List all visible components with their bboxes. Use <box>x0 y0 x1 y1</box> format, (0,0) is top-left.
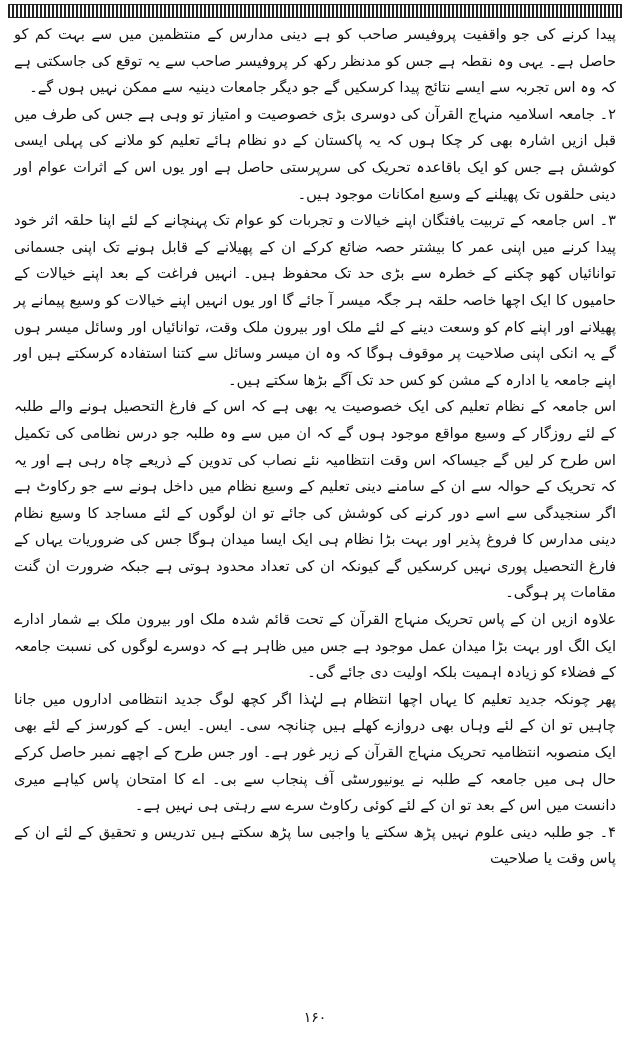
paragraph-7: ۴۔ جو طلبہ دینی علوم نہیں پڑھ سکتے یا واجبی سا پڑھ سکتے ہیں تدریس و تحقیق کے لئے ان کے پاس وقت یا صلاحیت <box>14 823 616 868</box>
decorative-top-border <box>8 4 622 18</box>
body-text <box>14 22 616 873</box>
paragraph-1: پیدا کرنے کی جو واقفیت پروفیسر صاحب کو ہے دینی مدارس کے منتظمین میں سے بہت کم کو حاصل ہے۔ یہی وہ نقطہ ہے جس کو مدنظر رکھ کر پروفیسر صاحب سے یہ توقع کی جاسکتی ہے کہ وہ اس تجربہ سے ایسے نتائج پیدا کرسکیں گے جو دیگر جامعات دینیہ سے ممکن نہیں ہوں گے۔ <box>14 26 616 97</box>
page-number: ۱۶۰ <box>303 1010 327 1026</box>
paragraph-4: اس جامعہ کے نظام تعلیم کی ایک خصوصیت یہ بھی ہے کہ اس کے فارغ التحصیل ہونے والے طلبہ کے لئے روزگار کے وسیع مواقع موجود ہوں گے کہ ان میں سے وہ طلبہ جو درس نظامی کی تکمیل اس طرح کر لیں گے جیساکہ اس وقت انتظامیہ نئے نصاب کی تدوین کے ذریعے چاہ رہی ہے اور یہ کہ تحریک کے حوالہ سے ان کے سامنے دینی تعلیم کے وسیع نظام میں داخل ہونے سے جو رکاوٹ ہے اگر سنجیدگی سے اسے دور کرنے کی کوشش کی جائے تو ان لوگوں کے لئے مساجد کا وسیع نظام دینی مدارس کا فروغ پذیر اور بہت بڑا نظام ہی ایک ایسا میدان ہوگا جس کی ضروریات یہاں کے فارغ التحصیل پوری نہیں کرسکیں گے کیونکہ ان کی تعداد محدود ہوتی ہے جبکہ ضرورت ان گنت مقامات پر ہوگی۔ <box>14 398 616 602</box>
paragraph-3: ۳۔ اس جامعہ کے تربیت یافتگان اپنے خیالات و تجربات کو عوام تک پہنچانے کے لئے اپنا حلقہ اثر خود پیدا کرنے میں اپنی عمر کا بیشتر حصہ ضائع کرکے ان کے پھیلانے کے قابل ہونے تک اپنی جسمانی توانائیاں کھو چکنے کے خطرہ سے بڑی حد تک محفوظ ہیں۔ انہیں فراغت کے بعد اپنے خیالات کے حامیوں کا ایک اچھا خاصہ حلقہ ہر جگہ میسر آ جائے گا اور یوں انہیں اپنے خیالات کو وسیع پیمانے پر پھیلانے اور اپنے کام کو وسعت دینے کے لئے ملک اور بیرون ملک وقت، توانائیاں اور وسائل میسر ہوں گے یہ انکی اپنی صلاحیت پر موقوف ہوگا کہ وہ ان میسر وسائل سے کتنا استفادہ کرسکتے ہیں اور اپنے جامعہ یا ادارہ کے مشن کو کس حد تک آگے بڑھا سکتے ہیں۔ <box>14 212 616 389</box>
paragraph-5: علاوہ ازیں ان کے پاس تحریک منہاج القرآن کے تحت قائم شدہ ملک اور بیرون ملک بے شمار ادارے ایک الگ اور بہت بڑا میدان عمل موجود ہے جس میں ظاہر ہے کہ دوسرے لوگوں کی نسبت جامعہ کے فضلاء کو زیادہ اہمیت بلکہ اولیت دی جائے گی۔ <box>14 611 616 682</box>
paragraph-6: پھر چونکہ جدید تعلیم کا یہاں اچھا انتظام ہے لہٰذا اگر کچھ لوگ جدید انتظامی اداروں میں جانا چاہیں تو ان کے لئے وہاں بھی دروازے کھلے ہیں چنانچہ سی۔ ایس۔ ایس۔ کے کورسز کے لئے بھی ایک منصوبہ انتظامیہ تحریک منہاج القرآن کے زیر غور ہے۔ اور جس طرح کے اچھے نمبر حاصل کرکے حال ہی میں جامعہ کے طلبہ نے یونیورسٹی آف پنجاب سے بی۔ اے کا امتحان پاس کیاہے میری دانست میں اس کے بعد تو ان کے لئے کوئی رکاوٹ سرے سے رہتی ہی نہیں ہے۔ <box>14 690 616 815</box>
paragraph-2: ۲۔ جامعہ اسلامیہ منہاج القرآن کی دوسری بڑی خصوصیت و امتیاز تو وہی ہے جس کی طرف میں قبل ازیں اشارہ بھی کر چکا ہوں کہ یہ پاکستان کے دو نظام ہائے تعلیم کو ملانے کی پہلی ایسی کوشش ہے جس کو ایک باقاعدہ تحریک کی سرپرستی حاصل ہے اور یوں اس کے اثرات عوام اور دینی حلقوں تک پھیلنے کے وسیع امکانات موجود ہیں۔ <box>14 105 616 203</box>
